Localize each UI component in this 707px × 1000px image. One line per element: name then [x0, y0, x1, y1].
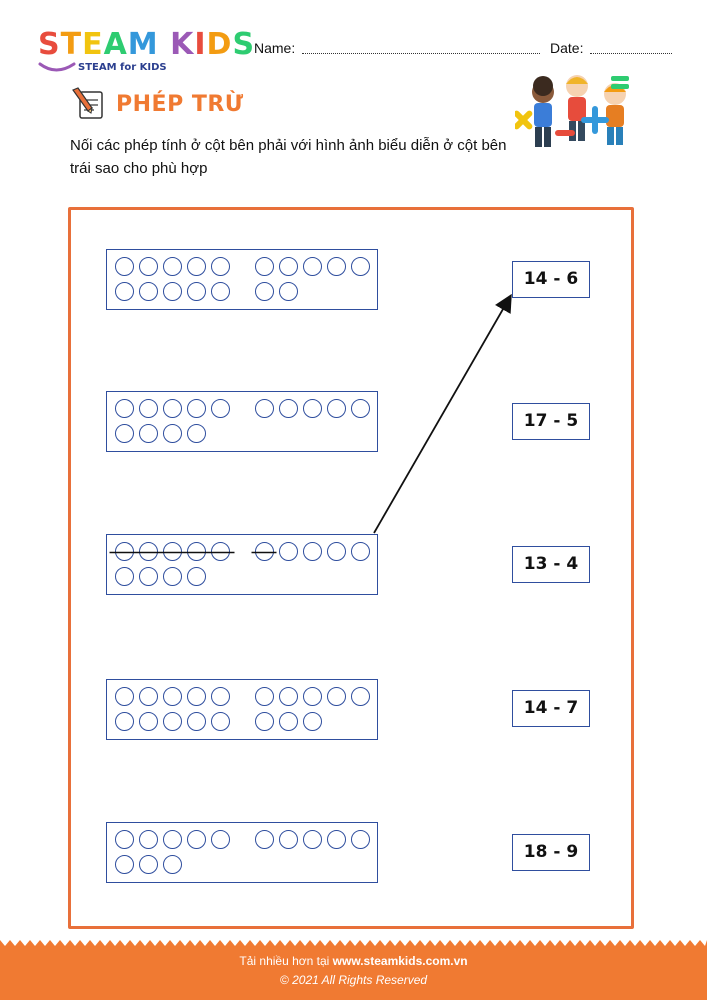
footer-copyright: © 2021 All Rights Reserved	[279, 973, 428, 987]
counter-circle	[211, 257, 230, 276]
counter-circle	[351, 542, 370, 561]
name-field[interactable]	[302, 53, 540, 54]
counter-circle	[211, 687, 230, 706]
counter-circle	[303, 830, 322, 849]
logo-letter: I	[194, 27, 207, 62]
counter-circle	[327, 830, 346, 849]
counter-circle	[255, 399, 274, 418]
expression-box-2[interactable]	[512, 403, 590, 440]
counter-circle	[187, 567, 206, 586]
counter-circle	[115, 567, 134, 586]
counter-circle	[139, 399, 158, 418]
counter-box-4[interactable]	[106, 679, 378, 740]
counter-circle	[255, 257, 274, 276]
counter-circle	[163, 567, 182, 586]
counter-circle	[187, 399, 206, 418]
counter-circle	[163, 424, 182, 443]
steam-kids-logo	[38, 27, 256, 74]
pencil-paper-icon	[70, 86, 106, 122]
logo-letter: K	[170, 27, 195, 62]
counter-circle	[255, 830, 274, 849]
expression-box-1[interactable]	[512, 261, 590, 298]
logo-letter: D	[206, 27, 233, 62]
counter-circle	[279, 399, 298, 418]
expression-box-3[interactable]	[512, 546, 590, 583]
logo-tagline: STEAM for KIDS	[78, 62, 167, 73]
counter-circle	[115, 424, 134, 443]
counter-circle	[139, 830, 158, 849]
counter-circle	[303, 712, 322, 731]
logo-letter: E	[82, 27, 104, 62]
name-label: Name:	[254, 40, 296, 56]
counter-circle	[279, 542, 298, 561]
counter-circle	[187, 687, 206, 706]
counter-circle	[187, 282, 206, 301]
logo-letter: S	[38, 27, 61, 62]
circle-line	[115, 257, 375, 277]
counter-circle	[187, 424, 206, 443]
counter-circle	[255, 282, 274, 301]
counter-circle	[139, 424, 158, 443]
counter-circle	[279, 257, 298, 276]
circle-line	[115, 687, 375, 707]
counter-circle	[279, 282, 298, 301]
counter-circle	[279, 712, 298, 731]
counter-circle	[211, 830, 230, 849]
counter-circle	[351, 830, 370, 849]
counter-circle	[351, 399, 370, 418]
counter-circle	[187, 712, 206, 731]
counter-circle	[163, 712, 182, 731]
footer-zigzag-edge	[0, 940, 707, 950]
instruction-text: Nối các phép tính ở cột bên phải với hình ảnh biểu diễn ở cột bên trái sao cho phù hợp	[70, 137, 507, 177]
expression-text: 14 - 7	[523, 698, 579, 718]
counter-circle	[115, 282, 134, 301]
circle-line	[115, 282, 375, 302]
counter-circle	[303, 542, 322, 561]
counter-circle	[255, 687, 274, 706]
counter-circle	[327, 542, 346, 561]
logo-swoosh-icon	[38, 60, 76, 74]
counter-circle	[163, 542, 182, 561]
counter-circle	[255, 542, 274, 561]
counter-circle	[327, 257, 346, 276]
counter-circle	[187, 542, 206, 561]
counter-circle	[139, 712, 158, 731]
counter-circle	[139, 855, 158, 874]
footer	[0, 940, 707, 1000]
counter-box-1[interactable]	[106, 249, 378, 310]
counter-circle	[115, 399, 134, 418]
counter-circle	[115, 542, 134, 561]
counter-circle	[163, 282, 182, 301]
counter-circle	[327, 687, 346, 706]
logo-letter: S	[232, 27, 256, 62]
logo-letter: A	[103, 27, 128, 62]
circle-line	[115, 830, 375, 850]
counter-box-2[interactable]	[106, 391, 378, 452]
kids-math-illustration	[515, 70, 645, 160]
worksheet-title: PHÉP TRỪ	[116, 92, 244, 117]
footer-site[interactable]: www.steamkids.com.vn	[332, 954, 468, 968]
counter-circle	[139, 687, 158, 706]
counter-circle	[351, 257, 370, 276]
counter-circle	[279, 830, 298, 849]
expression-box-4[interactable]	[512, 690, 590, 727]
counter-circle	[327, 399, 346, 418]
counter-circle	[211, 399, 230, 418]
counter-circle	[139, 542, 158, 561]
counter-circle	[303, 399, 322, 418]
counter-circle	[115, 712, 134, 731]
counter-circle	[139, 282, 158, 301]
circle-line	[115, 567, 375, 587]
expression-box-5[interactable]	[512, 834, 590, 871]
counter-circle	[187, 257, 206, 276]
expression-text: 14 - 6	[523, 269, 579, 289]
footer-more-prefix: Tải nhiều hơn tại	[239, 954, 333, 968]
date-field[interactable]	[590, 53, 672, 54]
expression-text: 17 - 5	[523, 411, 579, 431]
counter-circle	[163, 257, 182, 276]
circle-line	[115, 399, 375, 419]
counter-circle	[279, 687, 298, 706]
expression-text: 13 - 4	[523, 554, 579, 574]
logo-wordmark	[38, 28, 255, 62]
counter-box-3[interactable]	[106, 534, 378, 595]
circle-line	[115, 712, 375, 732]
logo-letter: M	[127, 27, 159, 62]
counter-circle	[115, 855, 134, 874]
circle-line	[115, 855, 375, 875]
circle-line	[115, 542, 375, 562]
expression-text: 18 - 9	[523, 842, 579, 862]
circle-line	[115, 424, 375, 444]
counter-circle	[211, 282, 230, 301]
counter-circle	[139, 567, 158, 586]
counter-circle	[211, 712, 230, 731]
counter-circle	[139, 257, 158, 276]
counter-circle	[211, 542, 230, 561]
counter-circle	[303, 687, 322, 706]
logo-letter: T	[60, 27, 83, 62]
logo-letter	[159, 28, 170, 62]
counter-circle	[163, 855, 182, 874]
counter-box-5[interactable]	[106, 822, 378, 883]
counter-circle	[303, 257, 322, 276]
counter-circle	[115, 830, 134, 849]
counter-circle	[115, 257, 134, 276]
counter-circle	[163, 399, 182, 418]
counter-circle	[255, 712, 274, 731]
counter-circle	[351, 687, 370, 706]
counter-circle	[163, 687, 182, 706]
counter-circle	[187, 830, 206, 849]
footer-more-link[interactable]	[0, 954, 707, 968]
counter-circle	[115, 687, 134, 706]
date-label: Date:	[550, 40, 584, 56]
counter-circle	[163, 830, 182, 849]
